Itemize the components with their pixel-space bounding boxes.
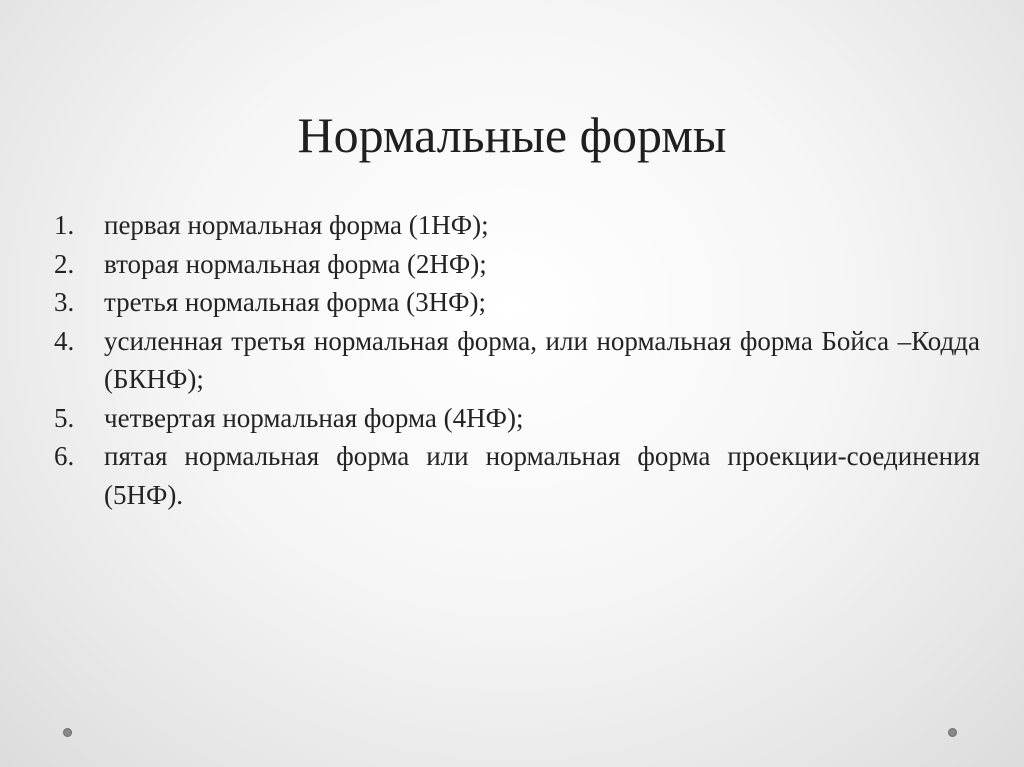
list-item	[54, 245, 980, 284]
list-item	[54, 206, 980, 245]
list-item-text: усиленная третья нормальная форма, или нормальная форма Бойса –Кодда (БКНФ);	[104, 325, 980, 394]
dot-icon	[948, 728, 957, 737]
list-item-text: третья нормальная форма (3НФ);	[104, 287, 486, 317]
list-item	[54, 399, 980, 438]
list-item-number: 6.	[54, 441, 75, 471]
list-item-text: первая нормальная форма (1НФ);	[104, 210, 489, 240]
slide-title: Нормальные формы	[297, 107, 727, 163]
normal-forms-list	[54, 206, 980, 514]
list-item-text: вторая нормальная форма (2НФ);	[104, 248, 487, 279]
list-item	[54, 322, 980, 399]
list-item-text: пятая нормальная форма или нормальная форма проекции-соединения (5НФ).	[104, 441, 980, 510]
list-item-number: 5.	[54, 402, 75, 433]
list-item-number: 4.	[54, 325, 75, 356]
list-item-number: 3.	[54, 287, 75, 317]
list-item	[54, 283, 980, 322]
list-item-number: 1.	[54, 210, 75, 240]
list-item-number: 2.	[54, 248, 75, 279]
list-item-text: четвертая нормальная форма (4НФ);	[104, 402, 524, 433]
list-item	[54, 437, 980, 514]
dot-icon	[63, 728, 72, 737]
